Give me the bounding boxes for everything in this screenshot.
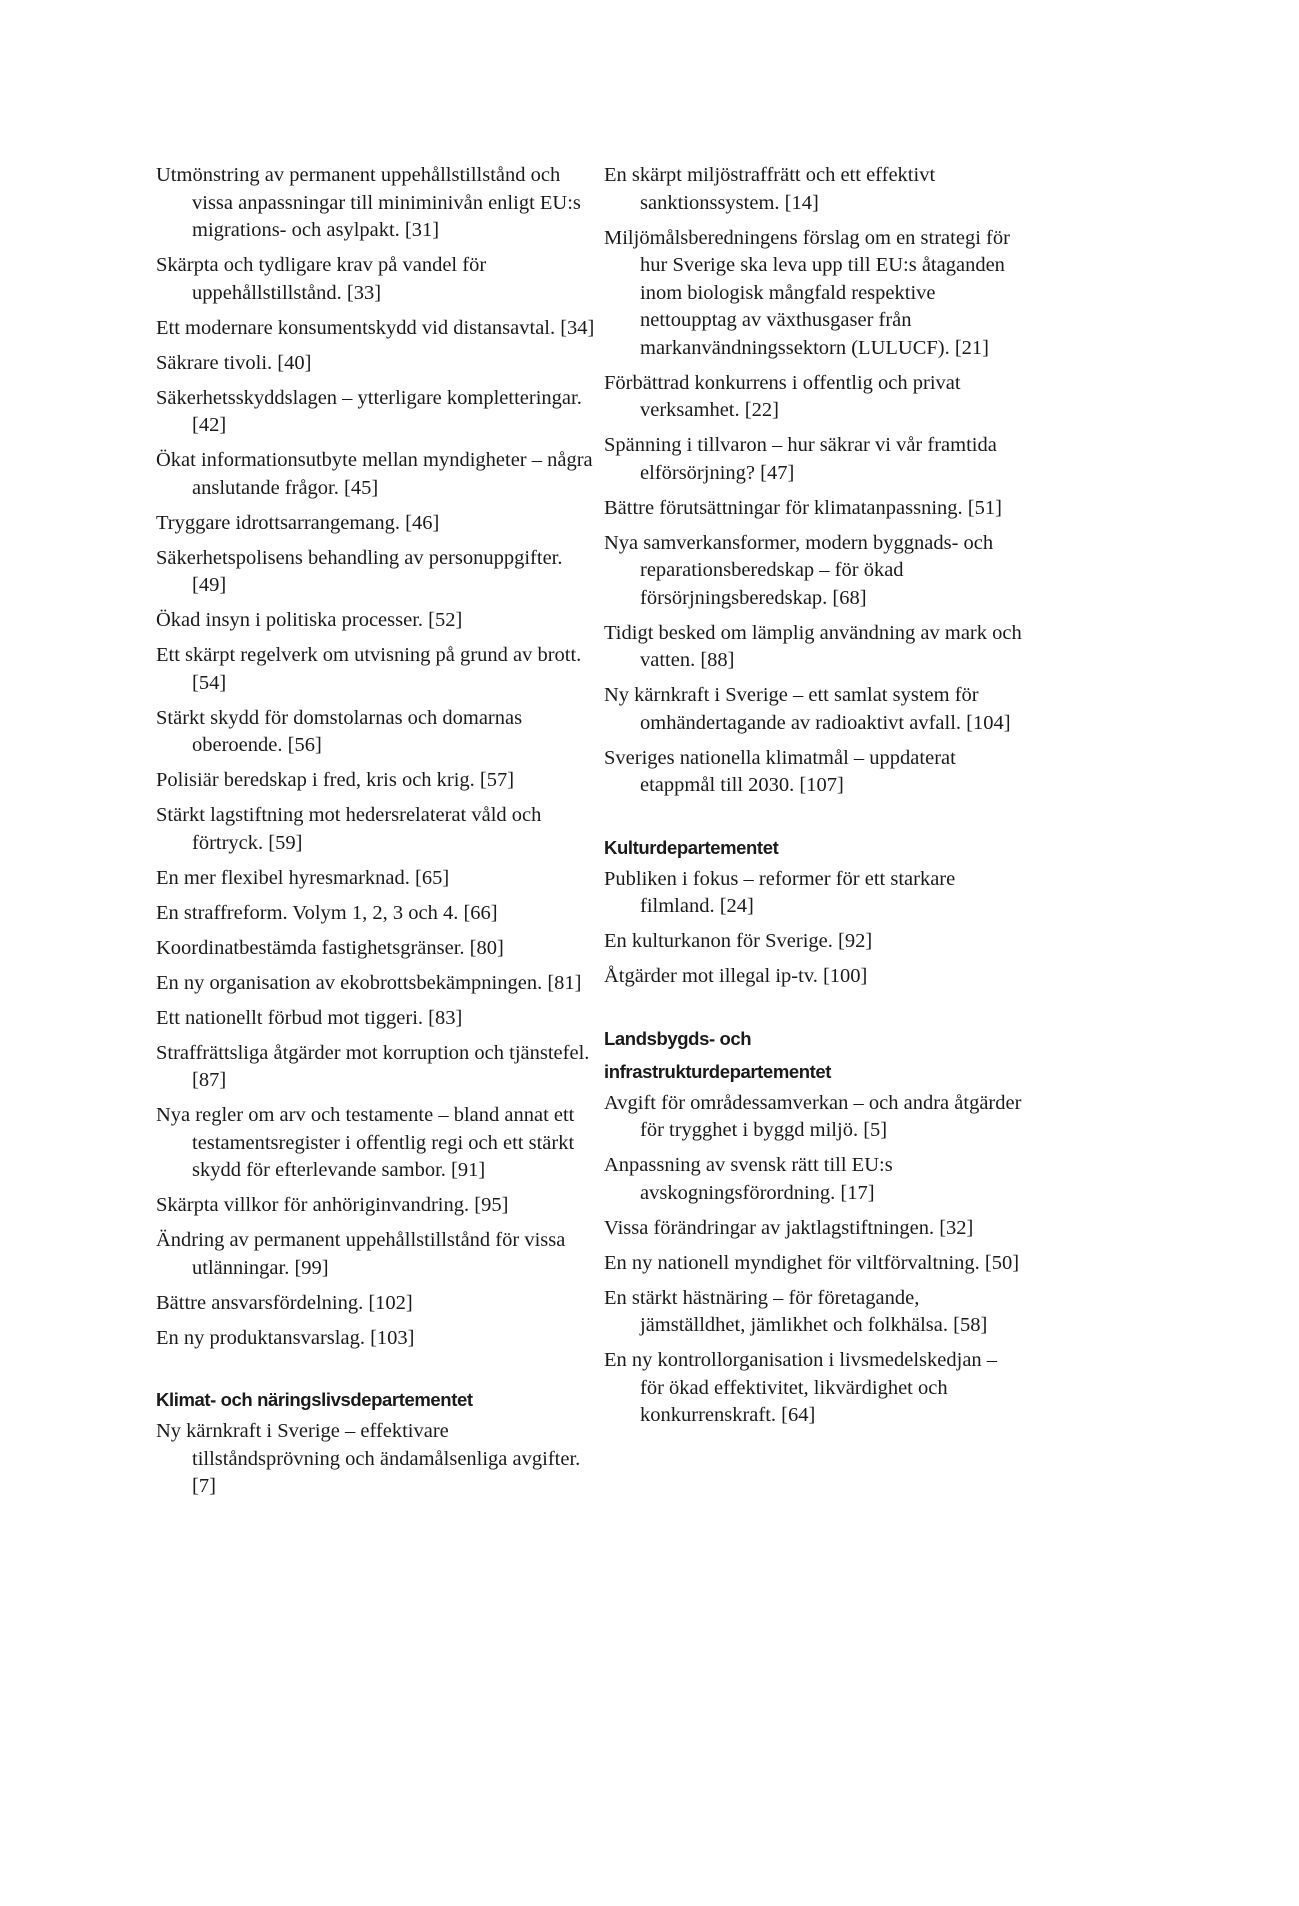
list-entry: En kulturkanon för Sverige. [92] [604, 930, 873, 952]
list-entry: Sveriges nationella klimatmål – uppdaterat etappmål till 2030. [107] [604, 746, 956, 796]
list-entry: Ett modernare konsumentskydd vid distansavtal. [34] [156, 316, 595, 339]
list-entry: Polisiär beredskap i fred, kris och krig. [57] [156, 769, 515, 791]
list-entry: Säkerhetspolisens behandling av personuppgifter. [49] [156, 546, 563, 596]
section-heading-line: Landsbygds- och [604, 1027, 752, 1049]
list-entry: En mer flexibel hyresmarknad. [65] [156, 866, 450, 889]
list-entry: Nya samverkansformer, modern byggnads- och reparationsberedskap – för ökad försörjningsberedskap. [68] [604, 531, 994, 609]
list-entry: Tryggare idrottsarrangemang. [46] [156, 511, 440, 534]
section-heading: Klimat- och näringslivsdepartementet [156, 1389, 473, 1410]
list-entry: Bättre ansvarsfördelning. [102] [156, 1291, 413, 1314]
section-heading-line: infrastrukturdepartementet [604, 1060, 832, 1082]
entry-list [156, 1418, 596, 1501]
list-entry: Bättre förutsättningar för klimatanpassning. [51] [604, 496, 1002, 519]
left-column [156, 162, 596, 1508]
list-entry: En stärkt hästnäring – för företagande, jämställdhet, jämlikhet och folkhälsa. [58] [604, 1286, 988, 1336]
list-entry: En ny produktansvarslag. [103] [156, 1326, 415, 1349]
list-entry: Förbättrad konkurrens i offentlig och privat verksamhet. [22] [604, 371, 961, 421]
list-entry: En skärpt miljöstraffrätt och ett effektivt sanktionssystem. [14] [604, 164, 936, 214]
list-entry: Ökad insyn i politiska processer. [52] [156, 609, 463, 631]
list-entry: En straffreform. Volym 1, 2, 3 och 4. [66] [156, 901, 498, 924]
list-entry: En ny kontrollorganisation i livsmedelskedjan – för ökad effektivitet, likvärdighet och konkurrenskraft. [64] [604, 1349, 998, 1426]
entry-list [156, 162, 596, 1352]
list-entry: En ny organisation av ekobrottsbekämpningen. [81] [156, 971, 582, 994]
list-entry: En ny nationell myndighet för viltförvaltning. [50] [604, 1251, 1020, 1274]
entry-list [604, 1090, 1024, 1430]
list-entry: Ny kärnkraft i Sverige – ett samlat system för omhändertagande av radioaktivt avfall. [104] [604, 684, 1011, 734]
list-entry: Tidigt besked om lämplig användning av mark och vatten. [88] [604, 621, 1022, 671]
list-entry: Skärpta och tydligare krav på vandel för uppehållstillstånd. [33] [156, 254, 487, 304]
section-heading [604, 1022, 1024, 1088]
list-entry: Skärpta villkor för anhöriginvandring. [95] [156, 1194, 509, 1216]
list-entry: Koordinatbestämda fastighetsgränser. [80] [156, 936, 504, 959]
right-column [604, 162, 1024, 1437]
list-entry: Publiken i fokus – reformer för ett starkare filmland. [24] [604, 867, 956, 917]
list-entry: Nya regler om arv och testamente – bland annat ett testamentsregister i offentlig regi och ett stärkt skydd för efterlevande sambor. [91] [156, 1104, 575, 1181]
list-entry: Säkrare tivoli. [40] [156, 351, 312, 374]
list-entry: Ökat informationsutbyte mellan myndigheter – några anslutande frågor. [45] [156, 449, 593, 499]
entry-list [604, 162, 1024, 800]
list-entry: Åtgärder mot illegal ip-tv. [100] [604, 965, 868, 987]
list-entry: Stärkt skydd för domstolarnas och domarnas oberoende. [56] [156, 706, 523, 756]
list-entry: Stärkt lagstiftning mot hedersrelaterat våld och förtryck. [59] [156, 804, 542, 854]
list-entry: Utmönstring av permanent uppehållstillstånd och vissa anpassningar till miniminivån enligt EU:s migrations- och asylpakt. [31] [156, 164, 581, 241]
list-entry: Säkerhetsskyddslagen – ytterligare kompletteringar. [42] [156, 386, 582, 436]
list-entry: Straffrättsliga åtgärder mot korruption och tjänstefel. [87] [156, 1041, 590, 1091]
list-entry: Miljömålsberedningens förslag om en strategi för hur Sverige ska leva upp till EU:s åtaganden inom biologisk mångfald respektive nettoupptag av växthusgaser från markanvändningssektorn (LULUCF). [21] [604, 226, 1010, 359]
list-entry: Ändring av permanent uppehållstillstånd för vissa utlänningar. [99] [156, 1229, 566, 1279]
list-entry: Ett skärpt regelverk om utvisning på grund av brott. [54] [156, 644, 582, 694]
list-entry: Avgift för områdessamverkan – och andra åtgärder för trygghet i byggd miljö. [5] [604, 1091, 1022, 1141]
list-entry: Vissa förändringar av jaktlagstiftningen. [32] [604, 1216, 974, 1239]
list-entry: Ett nationellt förbud mot tiggeri. [83] [156, 1006, 463, 1029]
list-entry: Spänning i tillvaron – hur säkrar vi vår framtida elförsörjning? [47] [604, 434, 997, 484]
list-entry: Anpassning av svensk rätt till EU:s avskogningsförordning. [17] [604, 1154, 893, 1204]
entry-list [604, 866, 1024, 991]
list-entry: Ny kärnkraft i Sverige – effektivare tillståndsprövning och ändamålsenliga avgifter. [7] [156, 1420, 581, 1497]
section-heading: Kulturdepartementet [604, 836, 779, 858]
